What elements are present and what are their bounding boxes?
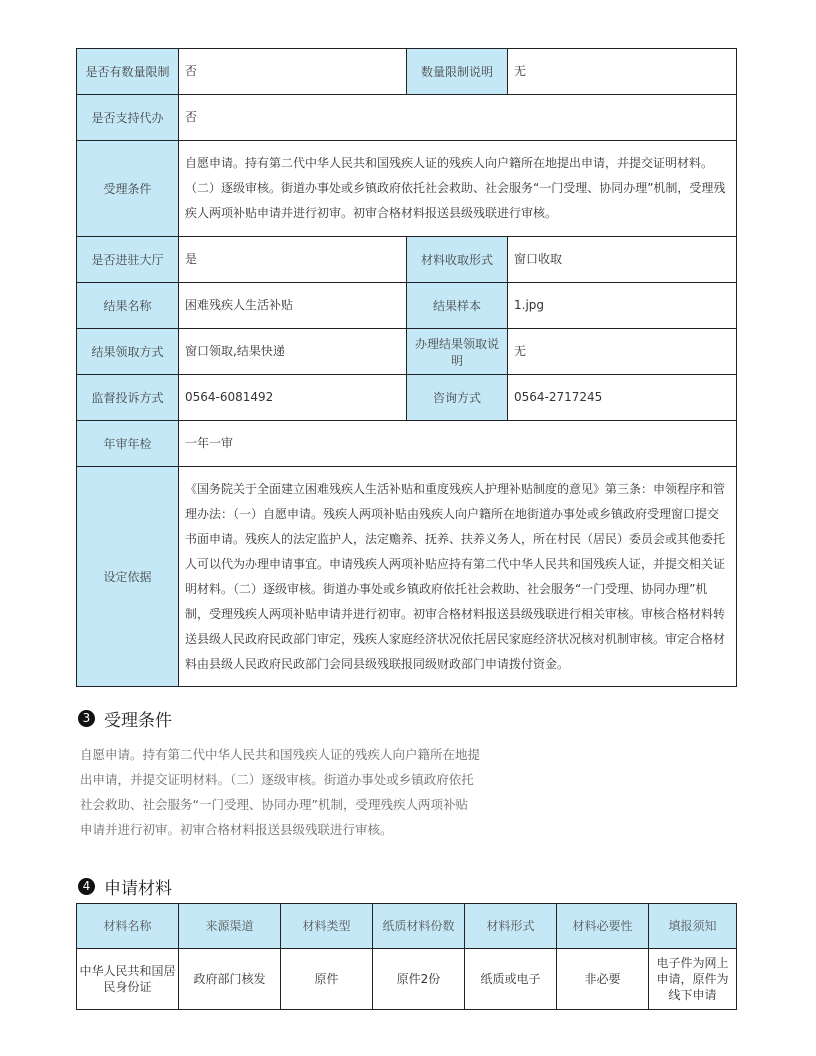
column-header: 材料名称	[77, 904, 179, 949]
label-cell: 咨询方式	[407, 375, 508, 421]
label-cell: 是否有数量限制	[77, 49, 179, 95]
table-cell: 纸质或电子	[465, 949, 557, 1010]
value-cell: 无	[508, 49, 737, 95]
table-row	[77, 329, 737, 375]
column-header: 材料必要性	[557, 904, 649, 949]
info-table	[76, 48, 737, 687]
table-cell: 电子件为网上申请，原件为线下申请	[649, 949, 737, 1010]
label-cell: 是否支持代办	[77, 95, 179, 141]
column-header: 填报须知	[649, 904, 737, 949]
label-cell: 受理条件	[77, 141, 179, 237]
table-row	[77, 283, 737, 329]
label-cell: 是否进驻大厅	[77, 237, 179, 283]
table-cell: 原件2份	[373, 949, 465, 1010]
label-cell: 结果名称	[77, 283, 179, 329]
label-cell: 监督投诉方式	[77, 375, 179, 421]
label-cell: 结果领取方式	[77, 329, 179, 375]
table-cell: 中华人民共和国居民身份证	[77, 949, 179, 1010]
value-cell: 0564-6081492	[179, 375, 407, 421]
value-cell: 窗口领取,结果快递	[179, 329, 407, 375]
section-heading	[78, 706, 172, 731]
value-cell: 无	[508, 329, 737, 375]
label-cell: 设定依据	[77, 467, 179, 687]
table-cell: 原件	[281, 949, 373, 1010]
column-header: 材料类型	[281, 904, 373, 949]
table-row	[77, 95, 737, 141]
value-cell: 窗口收取	[508, 237, 737, 283]
column-header: 来源渠道	[179, 904, 281, 949]
value-cell: 否	[179, 95, 737, 141]
table-row	[77, 141, 737, 237]
number-badge-icon: 4	[78, 878, 95, 895]
section-heading	[78, 874, 172, 899]
table-row	[77, 467, 737, 687]
label-cell: 办理结果领取说明	[407, 329, 508, 375]
section-title: 申请材料	[104, 879, 172, 899]
value-cell: 《国务院关于全面建立困难残疾人生活补贴和重度残疾人护理补贴制度的意见》第三条：申领程序和管理办法：（一）自愿申请。残疾人两项补贴由残疾人向户籍所在地街道办事处或乡镇政府受理窗口提交书面申请。残疾人的法定监护人，法定赡养、抚养、扶养义务人，所在村民（居民）委员会或其他委托人可以代为办理申请事宜。申请残疾人两项补贴应持有第二代中华人民共和国残疾人证，并提交相关证明材料。（二）逐级审核。街道办事处或乡镇政府依托社会救助、社会服务“一门受理、协同办理”机制，受理残疾人两项补贴申请并进行初审。初审合格材料报送县级残联进行相关审核。审核合格材料转送县级人民政府民政部门审定，残疾人家庭经济状况依托居民家庭经济状况核对机制审核。审定合格材料由县级人民政府民政部门会同县级残联报同级财政部门申请拨付资金。	[179, 467, 737, 687]
table-row	[77, 375, 737, 421]
table-header-row	[77, 904, 737, 949]
table-row	[77, 49, 737, 95]
number-badge-icon: 3	[78, 710, 95, 727]
value-cell: 自愿申请。持有第二代中华人民共和国残疾人证的残疾人向户籍所在地提出申请，并提交证明材料。（二）逐级审核。街道办事处或乡镇政府依托社会救助、社会服务“一门受理、协同办理”机制，受理残疾人两项补贴申请并进行初审。初审合格材料报送县级残联进行审核。	[179, 141, 737, 237]
label-cell: 结果样本	[407, 283, 508, 329]
label-cell: 数量限制说明	[407, 49, 508, 95]
value-cell: 0564-2717245	[508, 375, 737, 421]
section-title: 受理条件	[104, 711, 172, 731]
result-sample-link[interactable]: 1.jpg	[508, 283, 737, 329]
table-row	[77, 949, 737, 1010]
value-cell: 否	[179, 49, 407, 95]
label-cell: 材料收取形式	[407, 237, 508, 283]
section-text: 自愿申请。持有第二代中华人民共和国残疾人证的残疾人向户籍所在地提出申请，并提交证明材料。（二）逐级审核。街道办事处或乡镇政府依托社会救助、社会服务“一门受理、协同办理”机制，受理残疾人两项补贴申请并进行初审。初审合格材料报送县级残联进行审核。	[80, 747, 481, 837]
column-header: 材料形式	[465, 904, 557, 949]
table-cell: 政府部门核发	[179, 949, 281, 1010]
value-cell: 是	[179, 237, 407, 283]
table-row	[77, 421, 737, 467]
label-cell: 年审年检	[77, 421, 179, 467]
materials-table	[76, 903, 737, 1010]
value-cell: 困难残疾人生活补贴	[179, 283, 407, 329]
table-cell: 非必要	[557, 949, 649, 1010]
table-row	[77, 237, 737, 283]
value-cell: 一年一审	[179, 421, 737, 467]
column-header: 纸质材料份数	[373, 904, 465, 949]
